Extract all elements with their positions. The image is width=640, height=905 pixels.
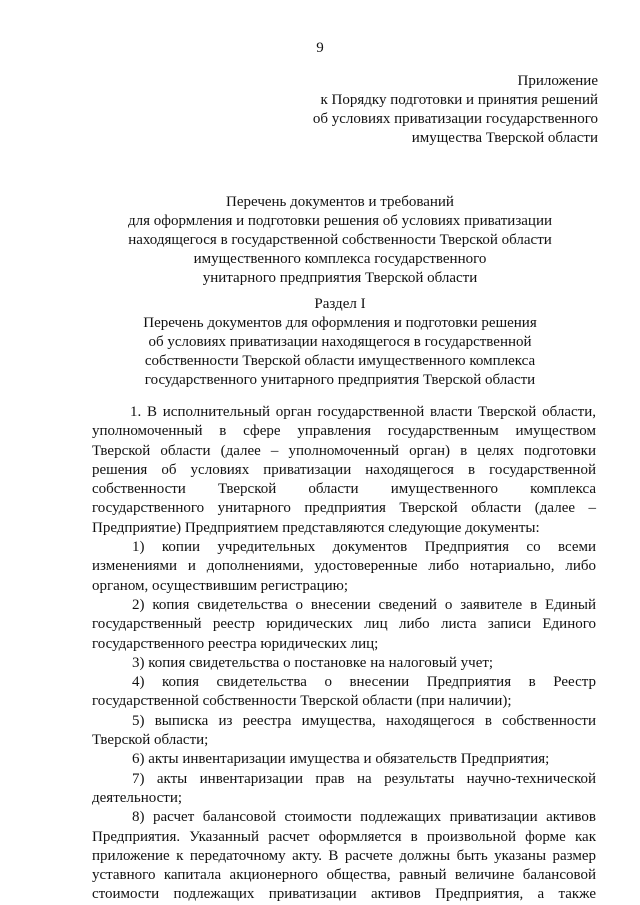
appendix-line: Приложение (517, 73, 598, 89)
title-line: унитарного предприятия Тверской области (202, 270, 478, 286)
list-item-line: 2) копия свидетельства о внесении сведений о заявителе в Единый (132, 596, 596, 613)
body-line: государственного унитарного предприятия Тверской области (далее – (92, 500, 596, 517)
body-line: решения об условиях приватизации находящегося в государственной (92, 461, 596, 478)
list-item-line: деятельности; (92, 789, 183, 806)
list-item-line: уставного капитала акционерного общества, равный величине балансовой (92, 867, 596, 884)
list-item-line: государственного реестра юридических лиц; (92, 635, 379, 652)
list-item-line: государственной собственности Тверской области (при наличии); (92, 693, 512, 710)
appendix-line: имущества Тверской области (411, 130, 598, 146)
list-item-line: 1) копии учредительных документов Предприятия со всеми (132, 539, 596, 556)
section-line: Перечень документов для оформления и подготовки решения (143, 315, 537, 331)
section-line: собственности Тверской области имущественного комплекса (144, 353, 536, 369)
list-item-line: 3) копия свидетельства о постановке на налоговый учет; (132, 654, 494, 671)
list-item-line: Тверской области; (92, 732, 209, 749)
title-line: для оформления и подготовки решения об условиях приватизации (128, 213, 552, 229)
list-item-line: приложение к передаточному акту. В расчете должны быть указаны размер (92, 847, 596, 864)
list-item-line: 8) расчет балансовой стоимости подлежащих приватизации активов (132, 809, 596, 826)
body-line: Предприятие) Предприятием представляются следующие документы: (92, 519, 540, 536)
section-line: об условиях приватизации находящегося в государственной (148, 334, 532, 350)
list-item-line: 5) выписка из реестра имущества, находящегося в собственности (132, 712, 596, 729)
appendix-line: к Порядку подготовки и принятия решений (320, 92, 598, 108)
appendix-header (258, 72, 598, 148)
list-item-line: 7) акты инвентаризации прав на результаты научно-технической (132, 770, 596, 787)
section-line: государственного унитарного предприятия Тверской области (144, 372, 536, 388)
list-item-line: Предприятия. Указанный расчет оформляется в произвольной форме как (92, 828, 596, 845)
body-line: собственности Тверской области имущественного комплекса (92, 481, 596, 498)
section-header (60, 295, 620, 390)
title-line: Перечень документов и требований (226, 194, 454, 210)
document-title (60, 193, 620, 288)
body-line: Тверской области (далее – уполномоченный орган) в целях подготовки (92, 442, 596, 459)
page-number: 9 (316, 40, 324, 56)
body-line: уполномоченный в сфере управления государственным имуществом (92, 423, 596, 440)
body-line: 1. В исполнительный орган государственной власти Тверской области, (130, 404, 596, 420)
appendix-line: об условиях приватизации государственного (312, 111, 598, 127)
list-item-line: 6) акты инвентаризации имущества и обязательств Предприятия; (132, 751, 550, 768)
section-heading: Раздел I (314, 296, 366, 312)
list-item-line: органом, осуществившим регистрацию; (92, 577, 349, 594)
list-item-line: стоимости подлежащих приватизации активов Предприятия, а также (92, 886, 596, 903)
title-line: находящегося в государственной собственности Тверской области (128, 232, 552, 248)
list-item-line: государственный реестр юридических лиц либо листа записи Единого (92, 616, 596, 633)
list-item-line: изменениями и дополнениями, удостоверенные либо нотариально, либо (92, 558, 596, 575)
title-line: имущественного комплекса государственного (193, 251, 487, 267)
document-body (92, 403, 596, 905)
list-item-line: 4) копия свидетельства о внесении Предприятия в Реестр (132, 674, 596, 691)
